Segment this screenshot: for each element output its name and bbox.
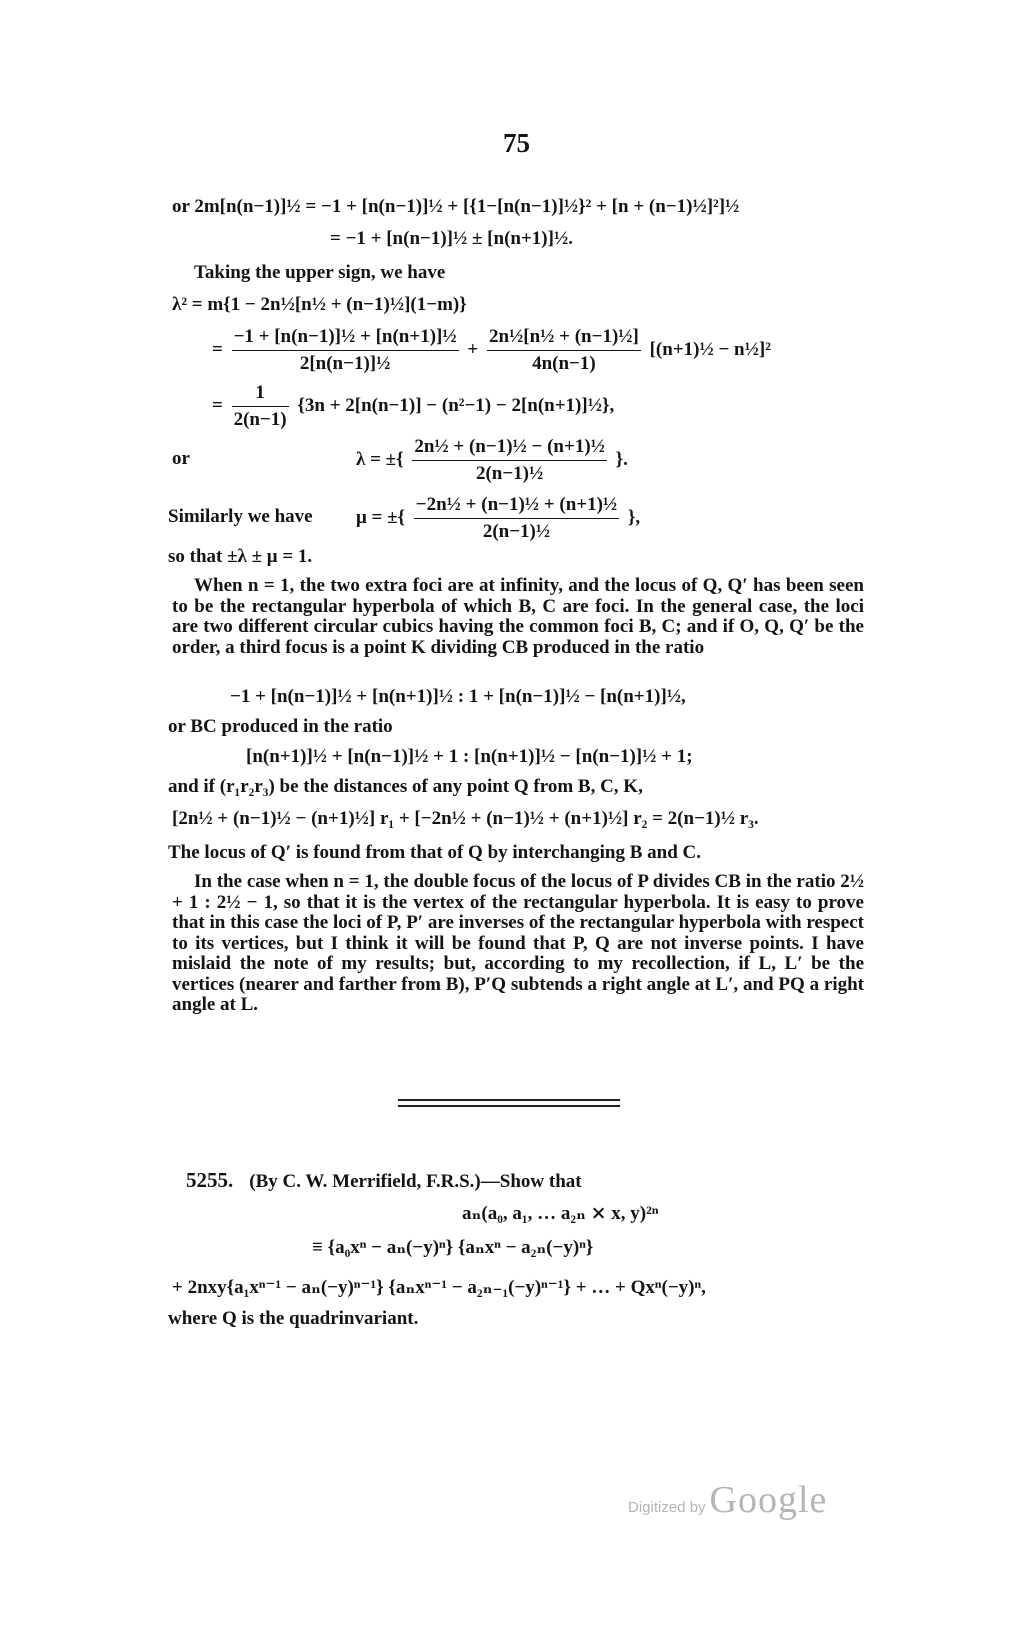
watermark-logo-text: Google [709,1479,828,1521]
lambda-squared-line-1: λ² = m{1 − 2n½[n½ + (n−1)½](1−m)} [172,294,467,315]
fraction [232,326,459,375]
problem-header [186,1168,582,1193]
fraction-numerator: 1 [232,382,289,407]
problem-line-3: + 2nxy{a₁xⁿ⁻¹ − aₙ(−y)ⁿ⁻¹} {aₙxⁿ⁻¹ − a₂ₙ₋₁(−y)ⁿ⁻¹} + … + Qxⁿ(−y)ⁿ, [172,1277,706,1298]
fraction-numerator: −1 + [n(n−1)]½ + [n(n+1)]½ [232,326,459,351]
equals-sign: = [212,394,223,416]
fraction [414,494,619,543]
lambda-rhs: }. [615,448,628,470]
ratio-line-2: [n(n+1)]½ + [n(n−1)]½ + 1 : [n(n+1)]½ − [n(n−1)]½ + 1; [246,746,693,767]
or-label: or [172,448,190,469]
or-bc-produced-text: or BC produced in the ratio [168,716,393,737]
equation-or-line-2: = −1 + [n(n−1)]½ ± [n(n+1)]½. [330,228,573,249]
fraction [412,436,607,485]
plus-sign: + [467,338,479,360]
lambda-equation [356,436,628,485]
ratio-line-1: −1 + [n(n−1)]½ + [n(n+1)]½ : 1 + [n(n−1)]½ − [n(n+1)]½, [230,686,686,707]
similarly-text: Similarly we have [168,506,313,527]
fraction [487,326,641,375]
fraction-numerator: −2n½ + (n−1)½ + (n+1)½ [414,494,619,519]
equation-tail: [(n+1)½ − n½]² [649,338,771,360]
taking-upper-sign-text: Taking the upper sign, we have [194,262,446,283]
paragraph-when-n-equals-1: When n = 1, the two extra foci are at infinity, and the locus of Q, Q′ has been seen to be the rectangular hyperbola of which B, C are foci. In the general case, the loci are two different circular cubics having the common foci B, C; and if O, Q, Q′ be the order, a third focus is a point K dividing CB produced in the ratio [172,575,864,658]
equals-sign: = [212,338,223,360]
fraction-denominator: 4n(n−1) [532,353,596,374]
section-divider-top [398,1099,620,1101]
lambda-squared-line-3 [212,382,614,431]
equation-body: {3n + 2[n(n−1)] − (n²−1) − 2[n(n+1)]½}, [297,394,615,416]
problem-line-2: ≡ {a₀xⁿ − aₙ(−y)ⁿ} {aₙxⁿ − a₂ₙ(−y)ⁿ} [312,1237,594,1258]
fraction [232,382,289,431]
fraction-numerator: 2n½ + (n−1)½ − (n+1)½ [412,436,607,461]
lambda-squared-line-2 [212,326,771,375]
fraction-denominator: 2[n(n−1)]½ [299,353,391,374]
r-equation: [2n½ + (n−1)½ − (n+1)½] r₁ + [−2n½ + (n−1)½ + (n+1)½] r₂ = 2(n−1)½ r₃. [172,808,759,829]
problem-line-4: where Q is the quadrinvariant. [168,1308,419,1329]
mu-lhs: μ = ±{ [356,506,406,528]
page-number: 75 [503,128,530,158]
mu-rhs: }, [627,506,641,528]
mu-equation [356,494,640,543]
fraction-denominator: 2(n−1)½ [482,521,551,542]
problem-line-1: aₙ(a₀, a₁, … a₂ₙ ⨯ x, y)²ⁿ [462,1203,659,1224]
lambda-lhs: λ = ±{ [356,448,404,470]
problem-author: (By C. W. Merrifield, F.R.S.)—Show that [249,1171,582,1192]
section-divider-bottom [398,1105,620,1107]
equation-or-line-1: or 2m[n(n−1)]½ = −1 + [n(n−1)]½ + [{1−[n(n−1)]½}² + [n + (n−1)½]²]½ [172,196,740,217]
paragraph-case-n-equals-1: In the case when n = 1, the double focus of the locus of P divides CB in the ratio 2½ + 1 : 2½ − 1, so that it is the vertex of the rectangular hyperbola. It is easy to prove that in this case the loci of P, P′ are inverses of the rectangular hyperbola with respect to its vertices, but I think it will be found that P, Q are not inverse points. I have mislaid the note of my results; but, according to my recollection, if L, L′ be the vertices (nearer and farther from B), P′Q subtends a right angle at L′, and PQ a right angle at L. [172,871,864,1015]
locus-q-prime-text: The locus of Q′ is found from that of Q by interchanging B and C. [168,842,702,863]
so-that-line: so that ±λ ± μ = 1. [168,546,313,567]
fraction-denominator: 2(n−1) [233,409,287,430]
problem-number: 5255. [186,1168,234,1192]
and-if-distances-text: and if (r₁r₂r₃) be the distances of any point Q from B, C, K, [168,776,643,797]
fraction-denominator: 2(n−1)½ [475,463,544,484]
fraction-numerator: 2n½[n½ + (n−1)½] [487,326,641,351]
watermark-small-text: Digitized by [628,1499,706,1516]
digitized-watermark [628,1478,827,1522]
